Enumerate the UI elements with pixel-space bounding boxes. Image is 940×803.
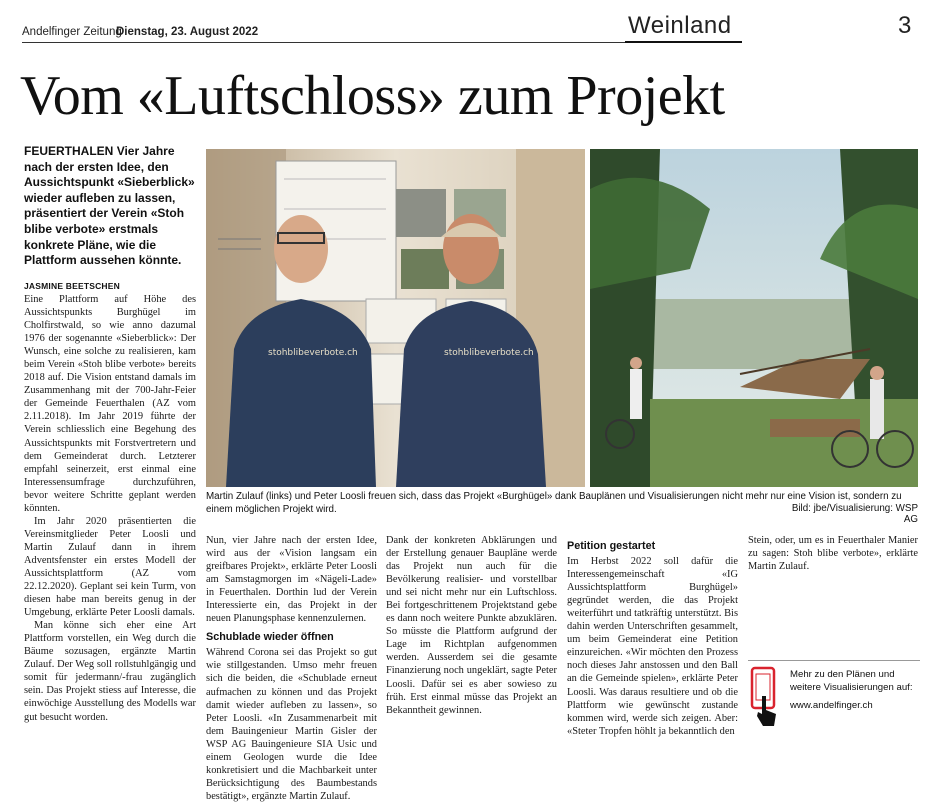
paragraph: Dank der konkreten Abklärungen und der Erstellung genauer Baupläne werde das Projekt nun auch für die Bevölkerung realisier- und vorstellbar und sei nicht mehr nur ein Luftschloss. Bei fortgeschrittenem Projektstand gebe es dann noch weitere Punkte abzuklären. So müsste die Plattform aufgrund der Lage im Richtplan aufgenommen werden. Ausserdem sei die gesamte Finanzierung noch ungeklärt, sagte Peter Loosli. Dafür sei es aber sowieso zu früh. Erst einmal müsse das Projekt an Bekanntheit gewinnen.: [386, 535, 557, 716]
section-rule: [625, 41, 742, 43]
body-column-3: [386, 534, 557, 717]
paragraph: Während Corona sei das Projekt so gut wie stillgestanden. Umso mehr freuen sich die beiden, die «Schublade erneut aufmachen zu können und das Projekt damit wieder aufleben zu lassen», so Peter Loosli. «In Zusammenarbeit mit dem Bauingenieur Martin Gisler der WSP AG Bauingenieure SIA Usic und einem Geologen wurde die Idee konkretisiert und die Machbarkeit unter Berücksichtigung des Baumbestands bestätigt», ergänzte Martin Zulauf.: [206, 647, 377, 802]
paragraph: Im Jahr 2020 präsentierten die Vereinsmitglieder Peter Loosli und Martin Zulauf dann in ihrem Adventsfenster ein erstes Modell der Aussichtsplattform (AZ vom 22.12.2020). Geplant sei kein Turm, von diesen habe man bereits genug in der Umgebung, erklärte Peter Loosli damals.: [24, 515, 196, 619]
paragraph: Im Herbst 2022 soll dafür die Interessengemeinschaft «IG Aussichtsplattform Burghügel» gegründet werden, die das Projekt weiterführt und tatkräftig unterstützt. Bis dahin werden Unterschriften gesammelt, um beim Gemeinderat eine Petition einzureichen. «Wir möchten den Prozess noch dieses Jahr anstossen und den Ball an die Gemeinde spielen», erklärte Peter Loosli. Was daraus resultiere und ob die Plattform wie gewünscht zustande kommen wird, werde sich zeigen. Aber: «Steter Tropfen höhlt ja bekanntlich den: [567, 556, 738, 737]
shirt-text-right: stohblibeverbote.ch: [444, 348, 534, 358]
body-column-2: [206, 534, 377, 803]
subheading: Schublade wieder öffnen: [206, 631, 334, 644]
smartphone-tap-icon: [750, 666, 780, 730]
section-title: Weinland: [628, 12, 732, 39]
article-headline: Vom «Luftschloss» zum Projekt: [20, 65, 725, 127]
author-byline: JASMINE BEETSCHEN: [24, 281, 120, 291]
article-lead: [24, 144, 196, 269]
page-number: 3: [898, 12, 912, 39]
dateline: FEUERTHALEN: [24, 144, 114, 158]
body-column-5: [748, 534, 918, 573]
infobox-text: Mehr zu den Plänen und weitere Visualisierungen auf:: [790, 669, 913, 693]
paragraph: Man könne sich eher eine Art Plattform vorstellen, ein Weg durch die Bäume sozusagen, ergänzte Martin Zulauf. Der Weg soll rollstuhlgängig und somit für jedermann/-frau zugänglich sein. Das Projekt stiess auf Interesse, die einwöchige Ausstellung des Modells war gut besucht worden.: [24, 620, 196, 723]
infobox-rule: [748, 660, 920, 661]
infobox-link[interactable]: www.andelfinger.ch: [790, 700, 873, 711]
photo-illustration: [206, 149, 585, 487]
shirt-text-left: stohblibeverbote.ch: [268, 348, 358, 358]
newspaper-name: Andelfinger Zeitung: [22, 26, 122, 38]
paragraph: Nun, vier Jahre nach der ersten Idee, wird aus der «Vision langsam ein greifbares Projekt», erklärte Peter Loosli am Samstagmorgen im «Nägeli-Lade» in Feuerthalen. Dorthin lud der Verein Interessierte ein, das Projekt in der neuen Planungsphase kennenzulernen.: [206, 535, 377, 625]
photo-two-men: [206, 149, 585, 487]
body-column-4: [567, 534, 738, 738]
visualization-illustration: [590, 149, 918, 487]
paragraph-continued: Stein, oder, um es in Feuerthaler Manier zu sagen: Stoh blibe verbote», erklärte Martin Zulauf.: [748, 535, 918, 573]
lead-text: Vier Jahre nach der ersten Idee, den Aussichtspunkt «Sieberblick» wieder aufleben zu lassen, präsentiert der Verein «Stoh blibe verbote» erstmals konkrete Pläne, wie die Plattform aussehen könnte.: [24, 144, 195, 268]
photo-credit: Bild: jbe/Visualisierung: WSP AG: [791, 503, 918, 525]
paragraph: Eine Plattform auf Höhe des Aussichtspunkts Burghügel im Cholfirstwald, so wie anno dazumal 1976 der sogenannte «Sieberblick»: Der Wunsch, eine solche zu realisieren, kam beim Verein «Stoh blibe verbote» bereits 2018 auf. Die Vision entstand damals im Zusammenhang mit der 700-Jahr-Feier der Gemeinde Feuerthalen (AZ vom 2.11.2018). Im Jahr 2019 führte der Verein schliesslich eine Begehung des Aussichtspunkts mit Forstvertretern und dem Gemeinderat durch. Letzterer empfahl seinerzeit, erst einmal eine Interessensumfrage durchzuführen, bevor weitere Schritte geplant werden könnten.: [24, 294, 196, 514]
body-column-1: [24, 293, 196, 724]
visualization-platform: [590, 149, 918, 487]
issue-date: Dienstag, 23. August 2022: [116, 26, 259, 38]
photo-caption: Martin Zulauf (links) und Peter Loosli freuen sich, dass das Projekt «Burghügel» dank Bauplänen und Visualisierungen nicht mehr nur eine Vision ist, sondern zu einem möglichen Projekt wird.: [206, 491, 902, 515]
subheading: Petition gestartet: [567, 540, 656, 552]
